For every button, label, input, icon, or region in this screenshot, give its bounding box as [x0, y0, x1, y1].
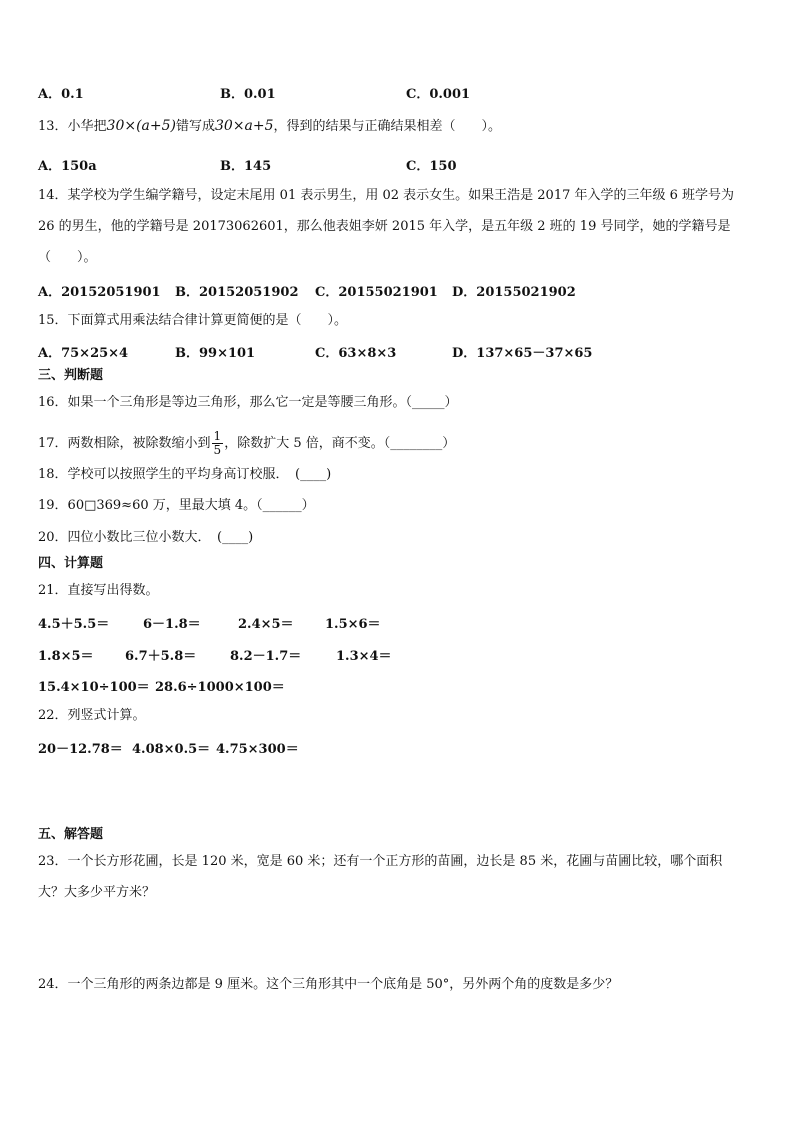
q17-prefix: 17．两数相除，被除数缩小到 — [38, 436, 211, 451]
q13-suffix: ，得到的结果与正确结果相差（ ）。 — [273, 119, 502, 134]
q21-item: 15.4×10÷100＝ — [38, 680, 150, 695]
question-22: 22．列竖式计算。 — [38, 708, 146, 723]
section-heading-judgment: 三、判断题 — [38, 368, 104, 383]
q21-item: 1.5×6＝ — [325, 617, 381, 632]
question-20: 20．四位小数比三位小数大． (____) — [38, 530, 254, 545]
q14-option-d: D．20155021902 — [452, 285, 576, 300]
q13-mid: 错写成 — [176, 119, 216, 134]
q21-item: 28.6÷1000×100＝ — [155, 680, 285, 695]
question-19: 19．60□369≈60 万，里最大填 4。（______） — [38, 498, 315, 513]
question-24: 24．一个三角形的两条边都是 9 厘米。这个三角形其中一个底角是 50°，另外两个角的度数是多少？ — [38, 977, 619, 992]
q12-option-b: B．0.01 — [220, 87, 276, 102]
q17-suffix: ，除数扩大 5 倍，商不变。（________） — [224, 436, 456, 451]
q14-line-3: （ ）。 — [38, 250, 97, 265]
q21-item: 4.5＋5.5＝ — [38, 617, 110, 632]
q17-fraction-numerator: 1 — [213, 429, 222, 443]
q13-option-a: A．150a — [38, 159, 97, 174]
q23-line-1: 23．一个长方形花圃，长是 120 米，宽是 60 米；还有一个正方形的苗圃，边长是 85 米，花圃与苗圃比较，哪个面积 — [38, 854, 723, 869]
q22-item: 4.08×0.5＝ — [132, 742, 211, 757]
q13-correct-expression: 30×(a+5) — [106, 118, 176, 134]
section-heading-calculation: 四、计算题 — [38, 556, 104, 571]
q21-item: 6－1.8＝ — [143, 617, 201, 632]
q21-item: 1.8×5＝ — [38, 649, 94, 664]
q13-wrong-expression: 30×a+5 — [215, 118, 274, 134]
question-15: 15．下面算式用乘法结合律计算更简便的是（ ）。 — [38, 313, 348, 328]
q17-fraction-denominator: 5 — [213, 443, 222, 457]
q21-item: 6.7＋5.8＝ — [125, 649, 197, 664]
q21-item: 2.4×5＝ — [238, 617, 294, 632]
q12-option-a: A．0.1 — [38, 87, 84, 102]
q13-option-b: B．145 — [220, 159, 272, 174]
question-13 — [38, 117, 501, 136]
q14-option-a: A．20152051901 — [38, 285, 161, 300]
q15-option-b: B．99×101 — [175, 346, 256, 361]
q21-item: 8.2－1.7＝ — [230, 649, 302, 664]
q15-option-d: D．137×65－37×65 — [452, 346, 593, 361]
question-18: 18．学校可以按照学生的平均身高订校服． (____) — [38, 467, 332, 482]
q14-line-1: 14．某学校为学生编学籍号，设定末尾用 01 表示男生，用 02 表示女生。如果王浩是 2017 年入学的三年级 6 班学号为 — [38, 188, 735, 203]
question-17 — [38, 430, 455, 457]
question-16: 16．如果一个三角形是等边三角形，那么它一定是等腰三角形。（_____） — [38, 395, 458, 410]
q23-line-2: 大？大多少平方米？ — [38, 885, 156, 900]
question-21: 21．直接写出得数。 — [38, 583, 159, 598]
q12-option-c: C．0.001 — [406, 87, 471, 102]
q15-option-c: C．63×8×3 — [315, 346, 397, 361]
q14-option-c: C．20155021901 — [315, 285, 438, 300]
q17-fraction — [212, 430, 224, 457]
q13-prefix: 13．小华把 — [38, 119, 107, 134]
q13-option-c: C．150 — [406, 159, 457, 174]
q15-option-a: A．75×25×4 — [38, 346, 129, 361]
q22-item: 4.75×300＝ — [216, 742, 299, 757]
q14-option-b: B．20152051902 — [175, 285, 299, 300]
q14-line-2: 26 的男生，他的学籍号是 20173062601，那么他表姐李妍 2015 年入学，是五年级 2 班的 19 号同学，她的学籍号是 — [38, 219, 731, 234]
q21-item: 1.3×4＝ — [336, 649, 392, 664]
q22-item: 20－12.78＝ — [38, 742, 123, 757]
section-heading-solutions: 五、解答题 — [38, 827, 104, 842]
